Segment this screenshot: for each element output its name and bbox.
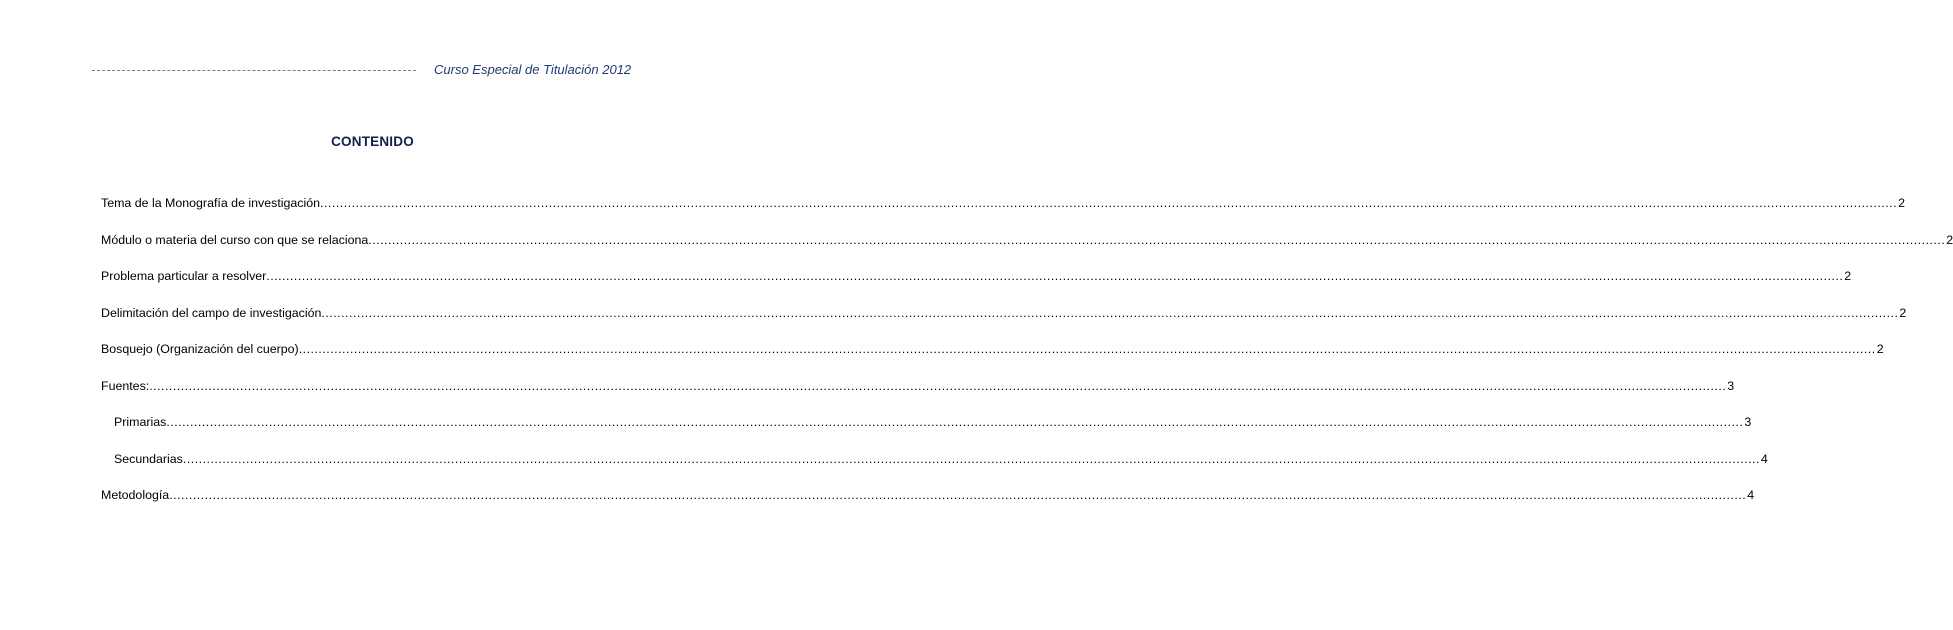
toc-leader-dots: ................................................................................................................................................................................................................................................................................................................................................................................................................ — [321, 305, 1899, 320]
toc-leader-dots: ................................................................................................................................................................................................................................................................................................................................................................................................................ — [166, 415, 1744, 429]
toc-leader-dots: ................................................................................................................................................................................................................................................................................................................................................................................................................ — [169, 488, 1747, 502]
toc-entry-page: 2 — [1898, 196, 1905, 210]
toc-entry-page: 4 — [1760, 451, 1768, 466]
toc-entry-page: 2 — [1876, 342, 1884, 356]
toc-entry[interactable] — [101, 376, 1735, 413]
toc-entry-page: 3 — [1744, 415, 1752, 429]
toc-entry[interactable] — [101, 266, 1852, 303]
toc-leader-dots: ................................................................................................................................................................................................................................................................................................................................................................................................................ — [298, 342, 1876, 356]
toc-leader-dots: ................................................................................................................................................................................................................................................................................................................................................................................................................ — [149, 378, 1727, 393]
toc-leader-dots: ................................................................................................................................................................................................................................................................................................................................................................................................................ — [368, 232, 1946, 247]
toc-entry-label: Módulo o materia del curso con que se relaciona — [101, 232, 369, 247]
toc-entry[interactable] — [101, 230, 1953, 267]
toc-entry-page: 4 — [1747, 488, 1755, 502]
toc-entry-label: Primarias — [114, 415, 167, 429]
toc-entry[interactable] — [101, 193, 1905, 230]
toc-subentry[interactable] — [101, 449, 1768, 486]
toc-entry[interactable] — [101, 339, 1884, 376]
toc-leader-dots: ................................................................................................................................................................................................................................................................................................................................................................................................................ — [320, 196, 1898, 210]
toc-subentry[interactable] — [101, 412, 1752, 449]
header-course-title: Curso Especial de Titulación 2012 — [434, 61, 632, 77]
header-dashed-rule — [92, 70, 416, 71]
toc-entry-page: 2 — [1946, 232, 1953, 247]
toc-entry-label: Fuentes: — [101, 378, 150, 393]
toc-entry[interactable] — [101, 303, 1907, 340]
toc-entry[interactable] — [101, 485, 1755, 522]
toc-entry-page: 3 — [1727, 378, 1735, 393]
document-title: CONTENIDO — [331, 134, 414, 149]
toc-entry-label: Metodología — [101, 488, 170, 502]
page-header — [92, 58, 637, 80]
table-of-contents — [101, 193, 1953, 522]
toc-entry-label: Tema de la Monografía de investigación — [101, 196, 321, 210]
toc-entry-label: Problema particular a resolver — [101, 269, 267, 283]
toc-leader-dots: ................................................................................................................................................................................................................................................................................................................................................................................................................ — [266, 269, 1844, 283]
toc-entry-label: Secundarias — [114, 451, 183, 466]
toc-leader-dots: ................................................................................................................................................................................................................................................................................................................................................................................................................ — [182, 451, 1760, 466]
toc-entry-label: Bosquejo (Organización del cuerpo) — [101, 342, 299, 356]
toc-entry-label: Delimitación del campo de investigación — [101, 305, 322, 320]
toc-entry-page: 2 — [1899, 305, 1907, 320]
toc-entry-page: 2 — [1844, 269, 1852, 283]
